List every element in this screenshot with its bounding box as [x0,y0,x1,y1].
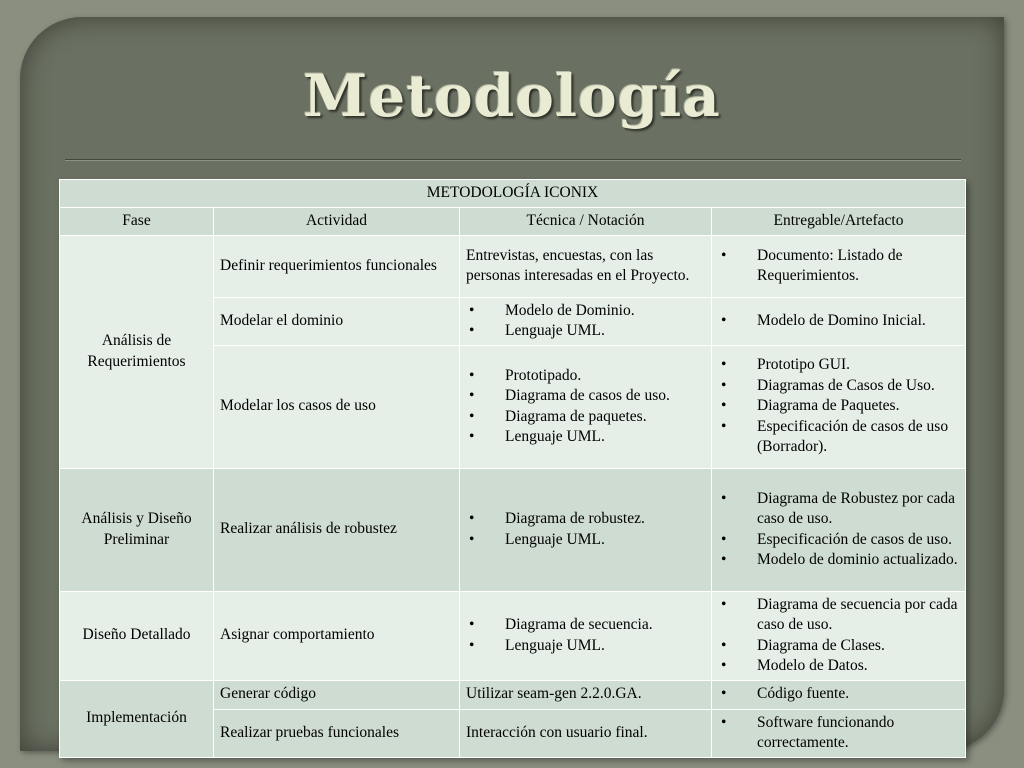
deliverable-cell [712,345,966,468]
list-item: • Modelo de Dominio. [466,301,705,322]
column-header-tecnica: Técnica / Notación [460,208,712,236]
technique-cell [460,468,712,591]
list-item: • Diagrama de paquetes. [466,407,705,428]
list-item: • Modelo de Domino Inicial. [718,311,959,332]
title-divider [65,159,961,161]
list-item: • Diagrama de casos de uso. [466,386,705,407]
deliverable-cell [712,235,966,297]
deliverable-cell [712,680,966,709]
list-item: • Lenguaje UML. [466,321,705,342]
list-item: • Diagramas de Casos de Uso. [718,376,959,397]
column-header-fase: Fase [60,208,214,236]
methodology-table [59,179,966,758]
activity-cell: Definir requerimientos funcionales [214,235,460,297]
list-item: • Diagrama de secuencia. [466,615,705,636]
activity-cell: Realizar análisis de robustez [214,468,460,591]
list-item: • Diagrama de robustez. [466,509,705,530]
activity-cell: Realizar pruebas funcionales [214,709,460,757]
table-banner: METODOLOGÍA ICONIX [60,180,966,208]
table-row [60,235,966,297]
technique-cell [460,297,712,345]
list-item: • Diagrama de Robustez por cada caso de uso. [718,489,959,530]
deliverable-cell [712,591,966,680]
column-header-actividad: Actividad [214,208,460,236]
phase-cell: Análisis de Requerimientos [60,235,214,468]
list-item: • Código fuente. [718,684,959,705]
phase-cell: Diseño Detallado [60,591,214,680]
technique-cell: Utilizar seam-gen 2.2.0.GA. [460,680,712,709]
activity-cell: Asignar comportamiento [214,591,460,680]
activity-cell: Modelar los casos de uso [214,345,460,468]
list-item: • Lenguaje UML. [466,530,705,551]
slide-title: Metodología [303,62,721,130]
deliverable-cell [712,709,966,757]
list-item: • Lenguaje UML. [466,636,705,657]
technique-cell [460,345,712,468]
list-item: • Especificación de casos de uso (Borrador). [718,417,959,458]
list-item: • Modelo de dominio actualizado. [718,550,959,571]
column-header-entregable: Entregable/Artefacto [712,208,966,236]
list-item: • Lenguaje UML. [466,427,705,448]
deliverable-cell [712,297,966,345]
list-item: • Diagrama de secuencia por cada caso de uso. [718,595,959,636]
list-item: • Diagrama de Paquetes. [718,396,959,417]
list-item: • Modelo de Datos. [718,656,959,677]
phase-cell: Implementación [60,680,214,757]
phase-cell: Análisis y Diseño Preliminar [60,468,214,591]
technique-cell: Interacción con usuario final. [460,709,712,757]
list-item: • Especificación de casos de uso. [718,530,959,551]
activity-cell: Modelar el dominio [214,297,460,345]
table-row [60,591,966,680]
technique-cell [460,591,712,680]
table-row [60,468,966,591]
table-banner-row [60,180,966,208]
list-item: • Documento: Listado de Requerimientos. [718,246,959,287]
technique-cell: Entrevistas, encuestas, con las personas interesadas en el Proyecto. [460,235,712,297]
deliverable-cell [712,468,966,591]
list-item: • Diagrama de Clases. [718,636,959,657]
activity-cell: Generar código [214,680,460,709]
list-item: • Prototipado. [466,366,705,387]
list-item: • Prototipo GUI. [718,355,959,376]
table-header-row [60,208,966,236]
list-item: • Software funcionando correctamente. [718,713,959,754]
table-row [60,680,966,709]
